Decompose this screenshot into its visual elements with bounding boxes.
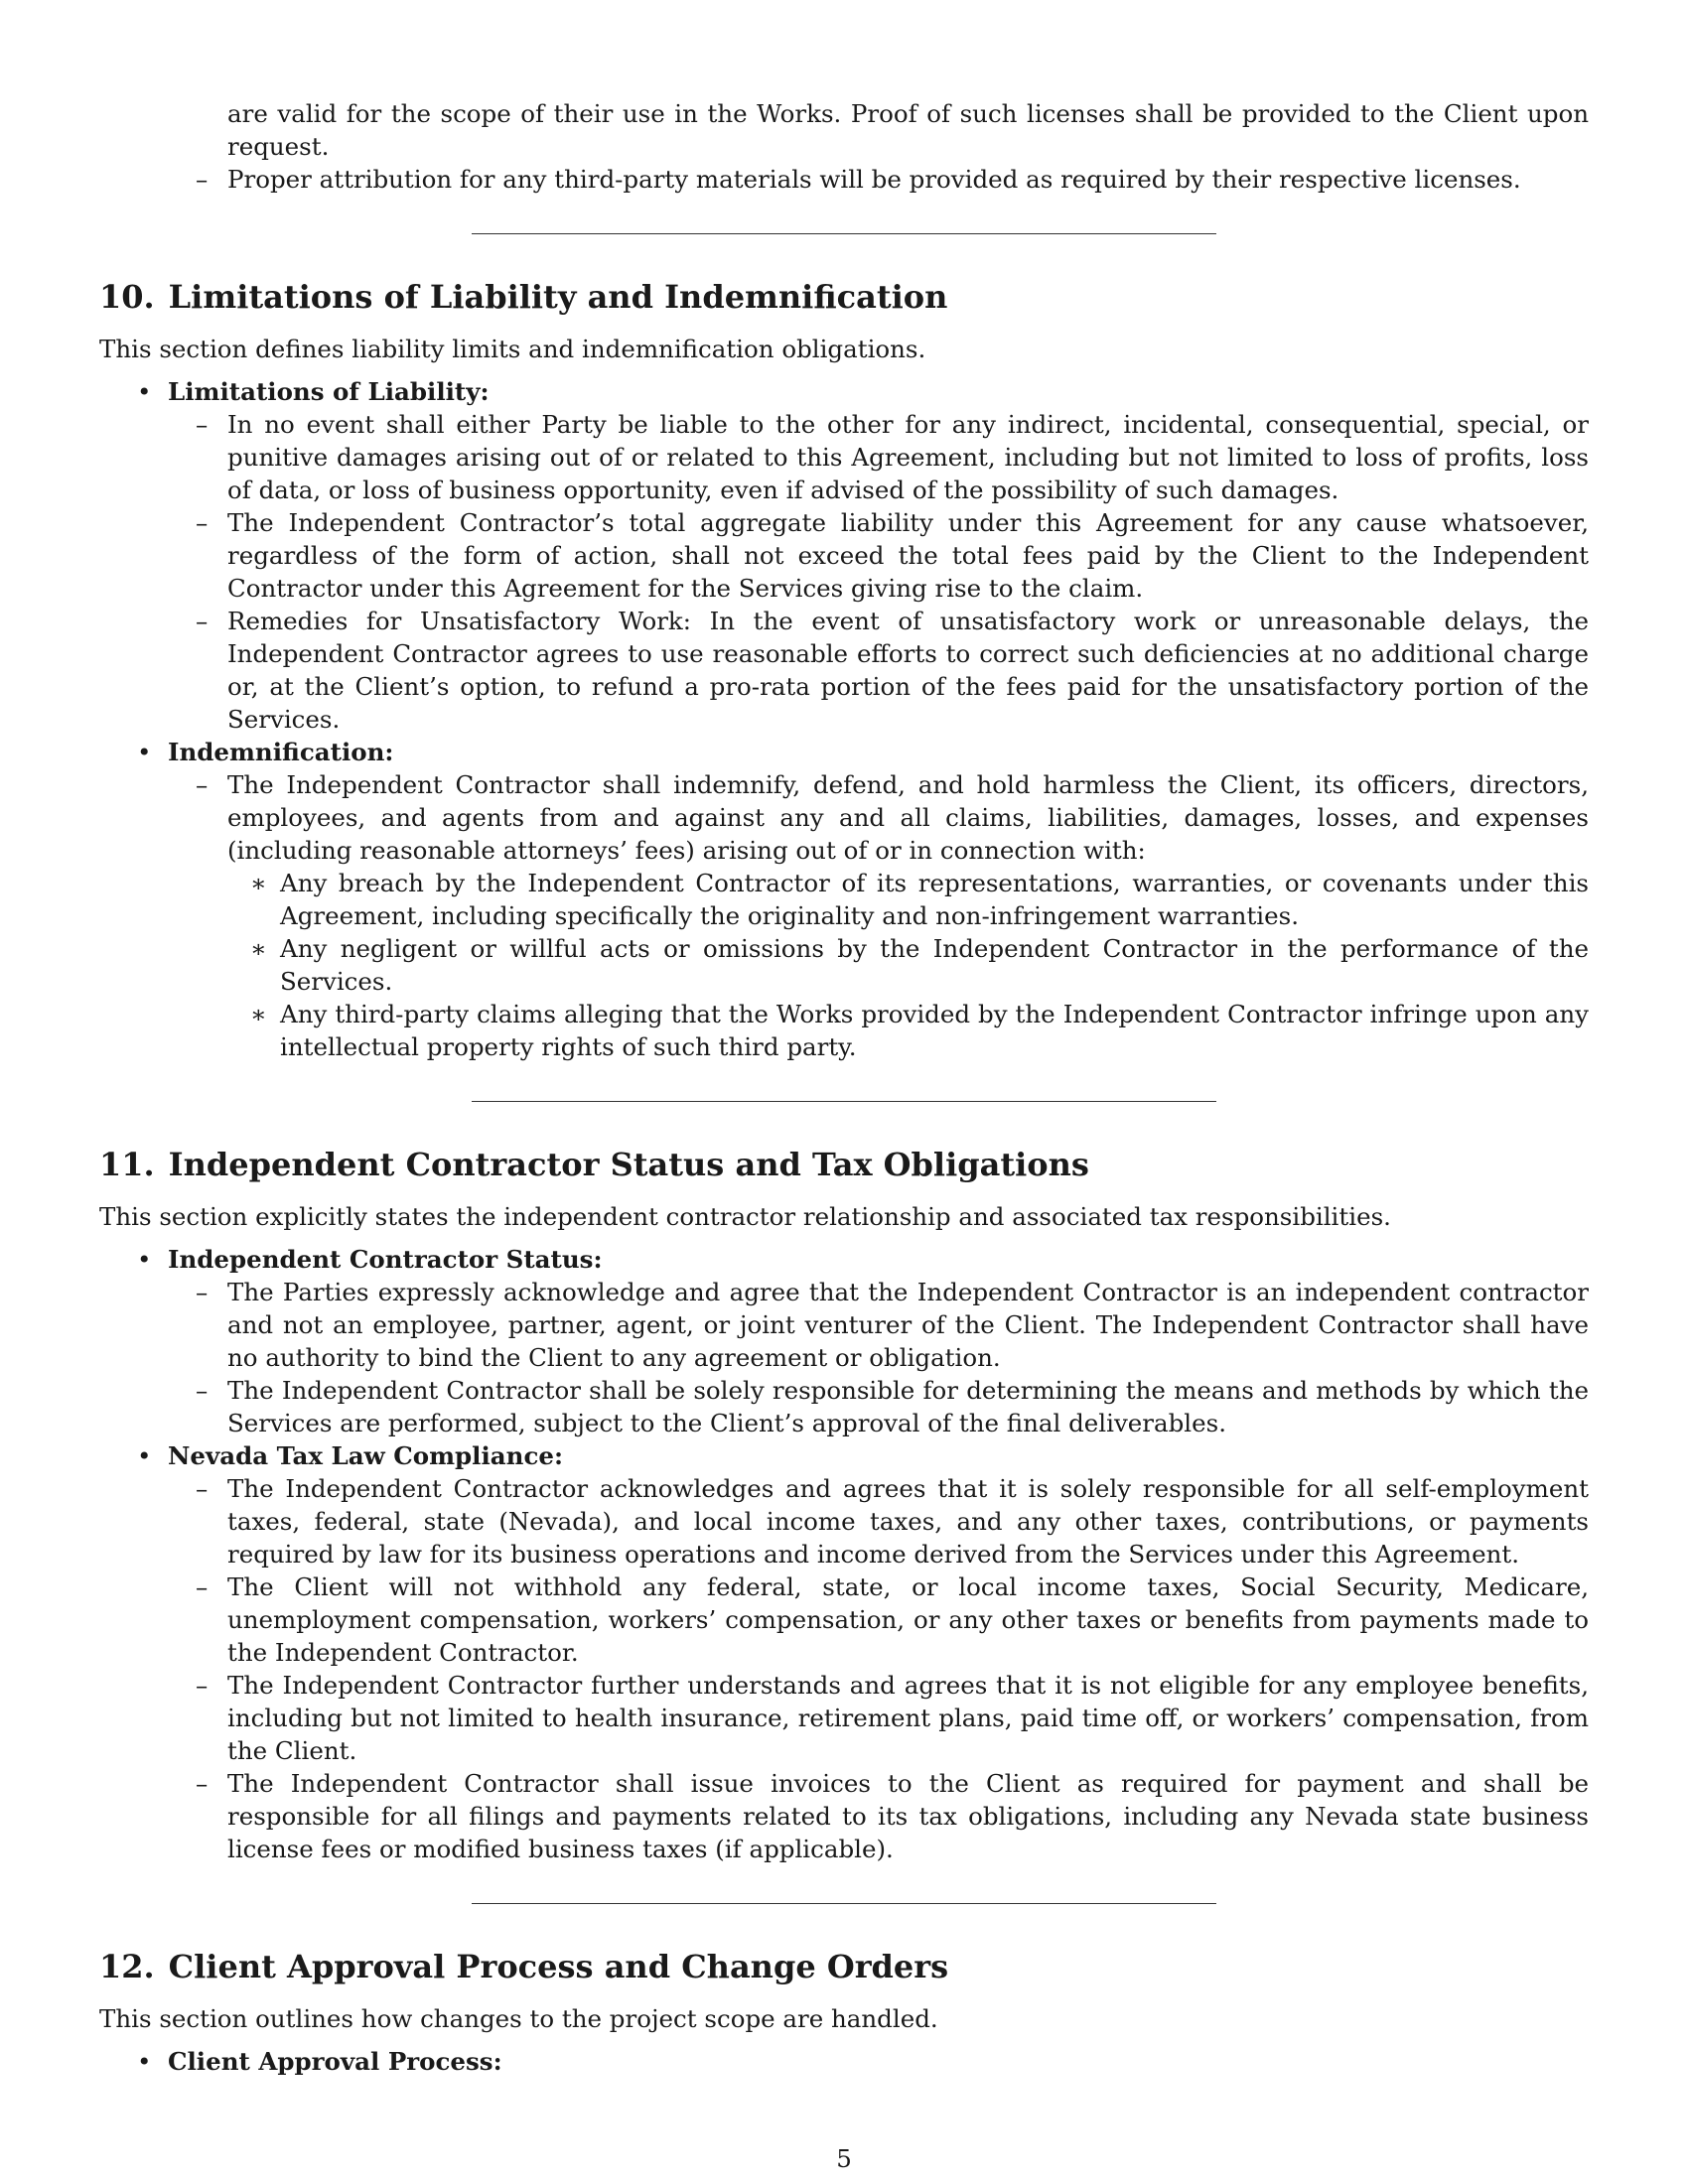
dash-marker: – xyxy=(196,1769,209,1798)
list-item xyxy=(99,163,1589,196)
list-item-text: Any third-party claims alleging that the Works provided by the Independent Contractor infringe upon any intellectual property rights of such third party. xyxy=(280,1000,1589,1061)
section-heading xyxy=(99,1947,1589,1986)
section-title: Independent Contractor Status and Tax Obligations xyxy=(168,1146,1089,1183)
dash-marker: – xyxy=(196,508,209,537)
list-item xyxy=(99,1276,1589,1374)
list-item-text: The Independent Contractor shall indemnify, defend, and hold harmless the Client, its officers, directors, employees, and agents from and against any and all claims, liabilities, damages, losses, and expenses (including reasonable attorneys’ fees) arising out of or in connection with: xyxy=(227,770,1589,865)
list-item xyxy=(99,768,1589,867)
list-label: Independent Contractor Status: xyxy=(168,1245,603,1274)
dash-marker: – xyxy=(196,1572,209,1601)
list-item xyxy=(99,97,1589,163)
section-heading xyxy=(99,1145,1589,1184)
list-item-text: The Client will not withhold any federal, state, or local income taxes, Social Security, Medicare, unemployment compensation, workers’ compensation, or any other taxes or benefits from payments made to the Independent Contractor. xyxy=(227,1572,1589,1667)
bullet-marker: • xyxy=(137,1245,152,1274)
list-item-text: Proper attribution for any third-party materials will be provided as required by their respective licenses. xyxy=(227,165,1521,194)
list-item-text: The Parties expressly acknowledge and agree that the Independent Contractor is an independent contractor and not an employee, partner, agent, or joint venturer of the Client. The Independent Contractor shall have no authority to bind the Client to any agreement or obligation. xyxy=(227,1278,1589,1372)
list-item xyxy=(99,1374,1589,1439)
section-intro: This section outlines how changes to the project scope are handled. xyxy=(99,2004,938,2033)
page-number: 5 xyxy=(836,2144,852,2173)
dash-marker: – xyxy=(196,770,209,799)
list-item-text: The Independent Contractor acknowledges and agrees that it is solely responsible for all self-employment taxes, federal, state (Nevada), and local income taxes, and any other taxes, contributions, or payments required by law for its business operations and income derived from the Services under this Agreement. xyxy=(227,1474,1589,1569)
carryover-text: are valid for the scope of their use in the Works. Proof of such licenses shall be provided to the Client upon request. xyxy=(227,99,1589,161)
dash-marker: – xyxy=(196,607,209,635)
bullet-marker: • xyxy=(137,738,152,766)
list-item xyxy=(99,506,1589,605)
section-divider xyxy=(472,233,1216,234)
dash-marker: – xyxy=(196,1278,209,1306)
list-item xyxy=(99,1472,1589,1570)
list-item-text: In no event shall either Party be liable to the other for any indirect, incidental, consequential, special, or punitive damages arising out of or related to this Agreement, including but not limited to loss of profits, loss of data, or loss of business opportunity, even if advised of the possibility of such damages. xyxy=(227,410,1589,504)
section-intro: This section explicitly states the independent contractor relationship and associated tax responsibilities. xyxy=(99,1202,1391,1231)
section-divider xyxy=(472,1903,1216,1904)
list-label: Client Approval Process: xyxy=(168,2047,502,2076)
list-item xyxy=(99,998,1589,1063)
list-item-text: The Independent Contractor shall issue invoices to the Client as required for payment and shall be responsible for all filings and payments related to its tax obligations, including any Nevada state business license fees or modified business taxes (if applicable). xyxy=(227,1769,1589,1863)
star-marker: ∗ xyxy=(250,869,267,897)
list-item-text: Any breach by the Independent Contractor of its representations, warranties, or covenants under this Agreement, including specifically the originality and non-infringement warranties. xyxy=(280,869,1589,930)
list-item xyxy=(99,1570,1589,1669)
list-item xyxy=(99,1669,1589,1767)
list-item xyxy=(99,1243,1589,1276)
section-heading xyxy=(99,277,1589,317)
section-number: 11. xyxy=(99,1146,155,1183)
section-divider xyxy=(472,1101,1216,1102)
list-item xyxy=(99,2045,1589,2078)
list-item xyxy=(99,375,1589,408)
dash-marker: – xyxy=(196,1474,209,1503)
list-item-text: Any negligent or willful acts or omissions by the Independent Contractor in the performance of the Services. xyxy=(280,934,1589,996)
dash-marker: – xyxy=(196,165,209,194)
list-label: Indemnification: xyxy=(168,738,394,766)
list-item-text: Remedies for Unsatisfactory Work: In the event of unsatisfactory work or unreasonable delays, the Independent Contractor agrees to use reasonable efforts to correct such deficiencies at no additional charge or, at the Client’s option, to refund a pro-rata portion of the fees paid for the unsatisfactory portion of the Services. xyxy=(227,607,1589,734)
document-page xyxy=(99,97,1589,2078)
dash-marker: – xyxy=(196,1376,209,1405)
list-item-text: The Independent Contractor’s total aggregate liability under this Agreement for any cause whatsoever, regardless of the form of action, shall not exceed the total fees paid by the Client to the Independent Contractor under this Agreement for the Services giving rise to the claim. xyxy=(227,508,1589,603)
section-intro: This section defines liability limits and indemnification obligations. xyxy=(99,335,926,363)
list-item xyxy=(99,867,1589,932)
bullet-marker: • xyxy=(137,2047,152,2076)
section-title: Limitations of Liability and Indemnification xyxy=(168,278,948,316)
star-marker: ∗ xyxy=(250,934,267,963)
list-item xyxy=(99,605,1589,736)
list-label: Limitations of Liability: xyxy=(168,377,490,406)
bullet-marker: • xyxy=(137,1441,152,1470)
section-number: 10. xyxy=(99,278,155,316)
section-title: Client Approval Process and Change Orders xyxy=(168,1948,949,1985)
star-marker: ∗ xyxy=(250,1000,267,1028)
list-label: Nevada Tax Law Compliance: xyxy=(168,1441,563,1470)
dash-marker: – xyxy=(196,1671,209,1700)
list-item xyxy=(99,408,1589,506)
bullet-marker: • xyxy=(137,377,152,406)
section-number: 12. xyxy=(99,1948,155,1985)
list-item xyxy=(99,1439,1589,1472)
dash-marker: – xyxy=(196,410,209,439)
list-item-text: The Independent Contractor shall be solely responsible for determining the means and methods by which the Services are performed, subject to the Client’s approval of the final deliverables. xyxy=(227,1376,1589,1437)
list-item xyxy=(99,1767,1589,1865)
list-item xyxy=(99,736,1589,768)
list-item xyxy=(99,932,1589,998)
list-item-text: The Independent Contractor further understands and agrees that it is not eligible for any employee benefits, including but not limited to health insurance, retirement plans, paid time off, or workers’ compensation, from the Client. xyxy=(227,1671,1589,1765)
